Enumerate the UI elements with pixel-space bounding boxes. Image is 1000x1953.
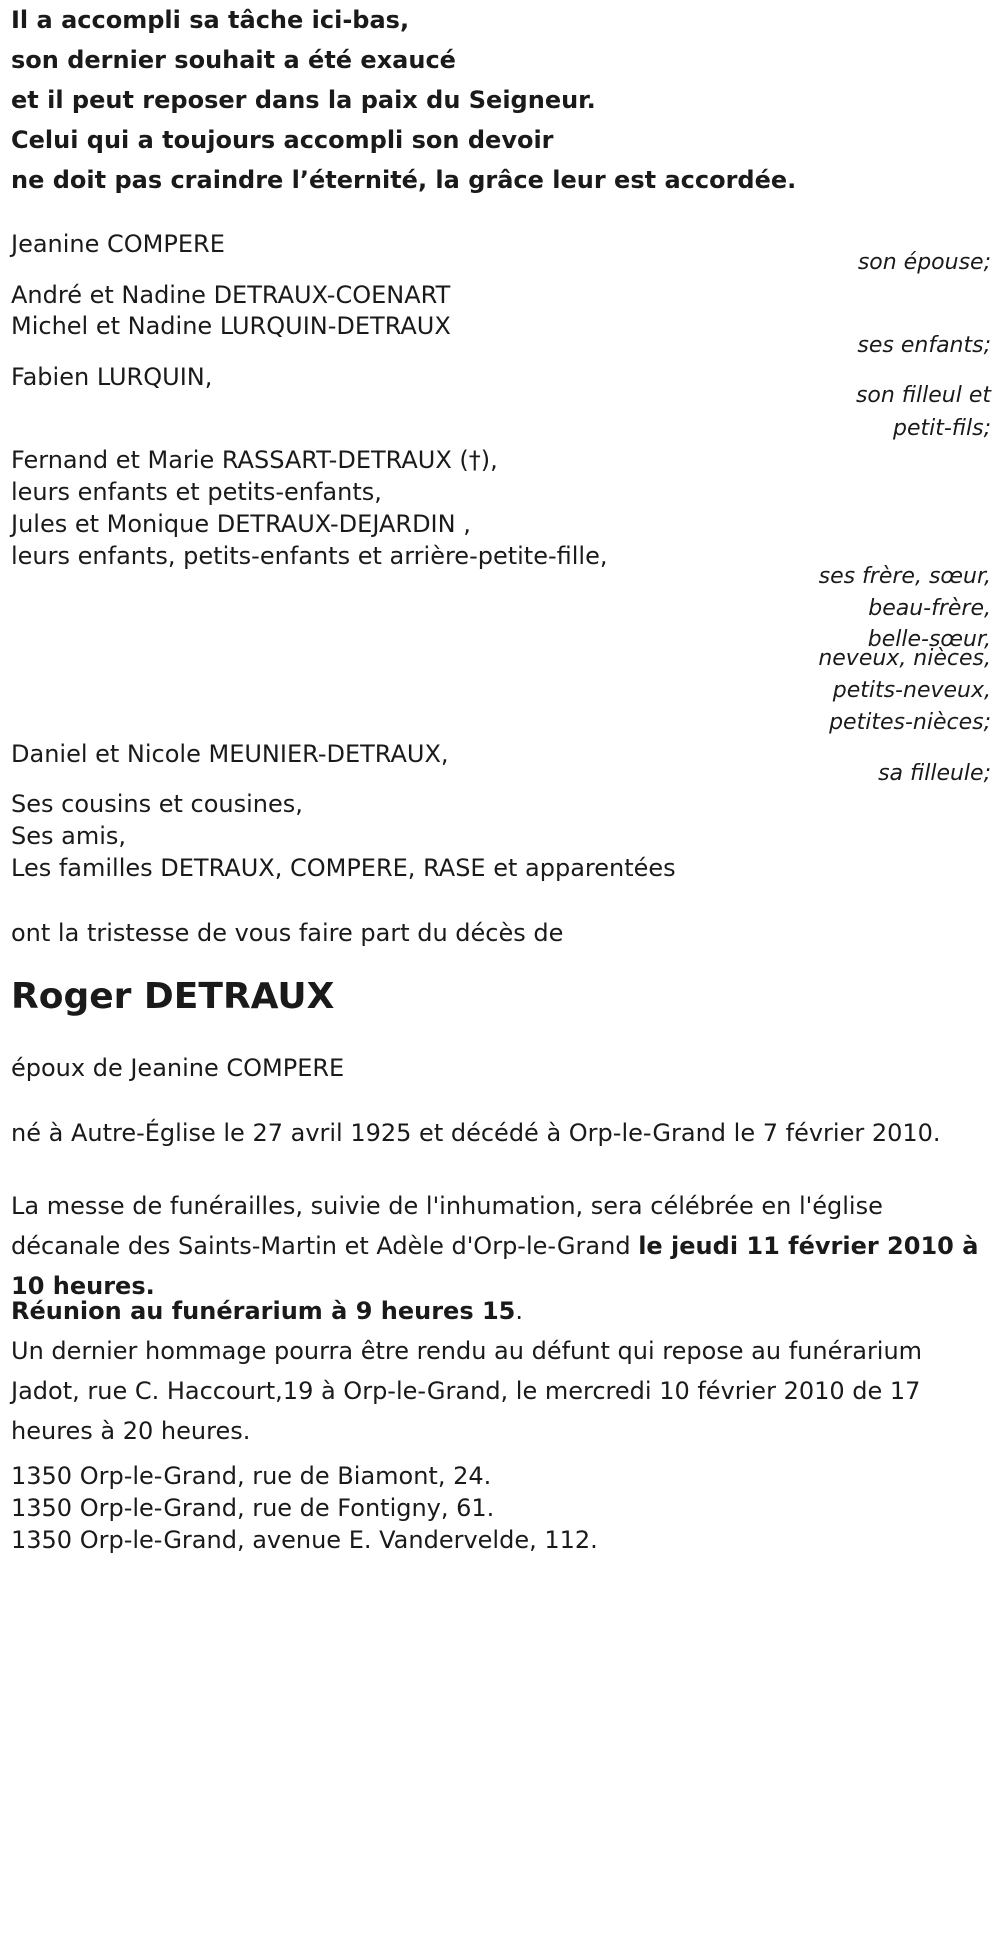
tribute-paragraph: Un dernier hommage pourra être rendu au défunt qui repose au funérarium Jadot, rue C. Haccourt,19 à Orp-le-Grand, le mercredi 10 février 2010 de 17 heures à 20 heures. [11, 1337, 923, 1445]
address-line: 1350 Orp-le-Grand, rue de Fontigny, 61. [11, 1494, 495, 1522]
children-relation: ses enfants; [857, 333, 991, 358]
other-relatives: Ses cousins et cousines, [11, 790, 303, 818]
announcement-text: ont la tristesse de vous faire part du décès de [11, 919, 564, 947]
goddaughter-name: Daniel et Nicole MEUNIER-DETRAUX, [11, 740, 449, 768]
child-name: André et Nadine DETRAUX-COENART [11, 281, 451, 309]
mass-date: le jeudi 11 février 2010 à 10 heures. [11, 1232, 979, 1300]
address-line: 1350 Orp-le-Grand, avenue E. Vandervelde, 112. [11, 1526, 598, 1554]
spouse-relation: son épouse; [857, 250, 991, 275]
other-relatives: Ses amis, [11, 822, 127, 850]
funeral-mass-paragraph [11, 1186, 981, 1306]
meeting-text: Réunion au funérarium à 9 heures 15 [11, 1297, 516, 1325]
siblings-relation: petites-nièces; [829, 710, 991, 735]
deceased-name: Roger DETRAUX [11, 976, 335, 1017]
poem-line: ne doit pas craindre l’éternité, la grâce leur est accordée. [11, 166, 797, 194]
sibling-line: Fernand et Marie RASSART-DETRAUX (†), [11, 446, 498, 474]
godson-name: Fabien LURQUIN, [11, 363, 213, 391]
siblings-relation: belle-sœur, [867, 627, 991, 652]
poem-line: Il a accompli sa tâche ici-bas, [11, 6, 410, 34]
mass-text: La messe de funérailles, suivie de l'inhumation, sera célébrée en l'église décanale des Saints-Martin et Adèle d'Orp-le-Grand [11, 1192, 883, 1260]
other-relatives: Les familles DETRAUX, COMPERE, RASE et apparentées [11, 854, 676, 882]
meeting-paragraph [11, 1291, 981, 1331]
spouse-line: époux de Jeanine COMPERE [11, 1054, 345, 1082]
child-name: Michel et Nadine LURQUIN-DETRAUX [11, 312, 451, 340]
meeting-end: . [515, 1297, 524, 1325]
poem-line: son dernier souhait a été exaucé [11, 46, 456, 74]
siblings-relation: ses frère, sœur, [818, 564, 991, 589]
godson-relation: petit-fils; [892, 416, 991, 441]
address-line: 1350 Orp-le-Grand, rue de Biamont, 24. [11, 1462, 492, 1490]
spouse-name: Jeanine COMPERE [11, 230, 225, 258]
birth-death-text: né à Autre-Église le 27 avril 1925 et décédé à Orp-le-Grand le 7 février 2010. [11, 1119, 941, 1147]
siblings-relation: neveux, nièces, [818, 646, 991, 671]
godson-relation: son filleul et [855, 383, 991, 408]
sibling-line: leurs enfants et petits-enfants, [11, 478, 382, 506]
sibling-line: leurs enfants, petits-enfants et arrière-petite-fille, [11, 542, 608, 570]
poem-line: Celui qui a toujours accompli son devoir [11, 126, 554, 154]
siblings-relation: petits-neveux, [832, 678, 991, 703]
sibling-line: Jules et Monique DETRAUX-DEJARDIN , [11, 510, 471, 538]
goddaughter-relation: sa filleule; [878, 761, 991, 786]
siblings-relation: beau-frère, [868, 596, 991, 621]
poem-line: et il peut reposer dans la paix du Seigneur. [11, 86, 596, 114]
